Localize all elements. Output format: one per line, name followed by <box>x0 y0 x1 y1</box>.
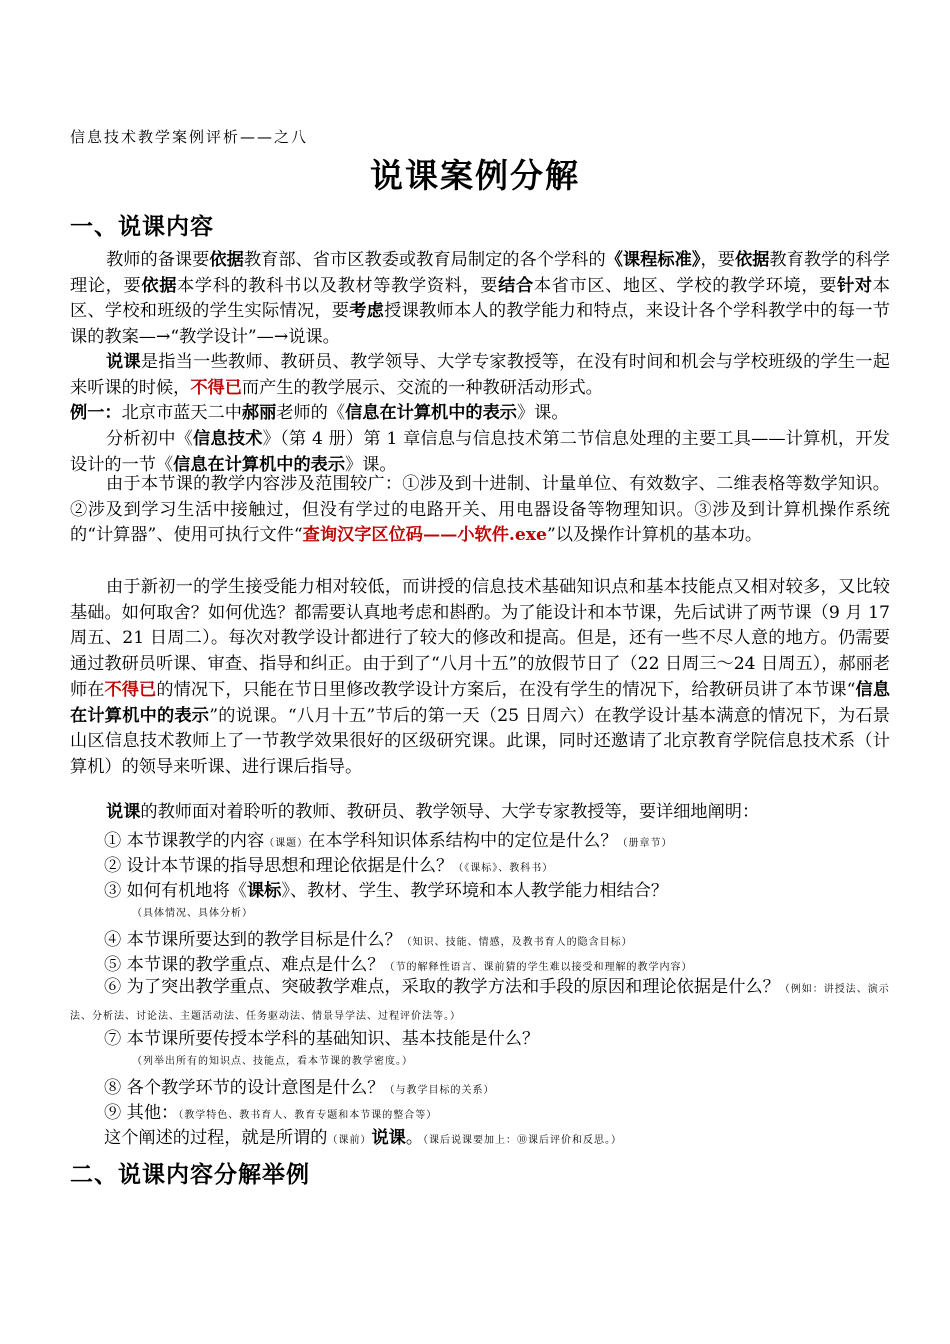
section2-heading: 二、说课内容分解举例 <box>70 1161 310 1188</box>
paragraph-4: 由于本节课的教学内容涉及范围较广：①涉及到十进制、计量单位、有效数字、二维表格等数学知识。②涉及到学习生活中接触过，但没有学过的电路开关、用电器设备等物理知识。③涉及到计算机操作系统的“计算器”、使用可执行文件“查询汉字区位码——小软件.exe”以及操作计算机的基本功。 <box>70 474 890 546</box>
example-line: 例一：北京市蓝天二中郝丽老师的《信息在计算机中的表示》课。 <box>70 403 569 423</box>
question-3-note: （具体情况、具体分析） <box>132 908 253 919</box>
closing-line: 这个阐述的过程，就是所谓的（课前）说课。（课后说课要加上：⑩课后评价和反思。） <box>104 1128 623 1148</box>
question-3: ③ 如何有机地将《课标》、教材、学生、教学环境和本人教学能力相结合？ <box>104 881 669 901</box>
paragraph-3: 分析初中《信息技术》（第 4 册）第 1 章信息与信息技术第二节信息处理的主要工具——计算机，开发设计的一节《信息在计算机中的表示》课。 <box>70 429 890 475</box>
question-1: ① 本节课教学的内容（课题）在本学科知识体系结构中的定位是什么？（册章节） <box>104 831 673 851</box>
paragraph-2: 说课是指当一些教师、教研员、教学领导、大学专家教授等，在没有时间和机会与学校班级的学生一起来听课的时候，不得已而产生的教学展示、交流的一种教研活动形式。 <box>70 352 890 398</box>
paragraph-5: 由于新初一的学生接受能力相对较低，而讲授的信息技术基础知识点和基本技能点又相对较多，又比较基础。如何取舍？如何优选？都需要认真地考虑和斟酌。为了能设计和本节课，先后试讲了两节课（9 月 17 周五、21 日周二）。每次对教学设计都进行了较大的修改和提高。但是，还有一些不尽人意的地方。仍需要通过教研员听课、审查、指导和纠正。由于到了“八月十五”的放假节日了（22 日周三～24 日周五），郝丽老师在不得已的情况下，只能在节日里修改教学设计方案后，在没有学生的情况下，给教研员讲了本节课“信息在计算机中的表示”的说课。“八月十五”节后的第一天（25 日周六）在教学设计基本满意的情况下，为石景山区信息技术教师上了一节教学效果很好的区级研究课。此课，同时还邀请了北京教育学院信息技术系（计算机）的领导来听课、进行课后指导。 <box>70 577 890 777</box>
question-8: ⑧ 各个教学环节的设计意图是什么？（与教学目标的关系） <box>104 1078 495 1098</box>
series-header: 信息技术教学案例评析——之八 <box>70 128 309 146</box>
question-5: ⑤ 本节课的教学重点、难点是什么？（节的解释性语言、课前猜的学生难以接受和理解的教学内容） <box>104 955 693 975</box>
paragraph-6: 说课的教师面对着聆听的教师、教研员、教学领导、大学专家教授等，要详细地阐明： <box>106 802 760 822</box>
section1-heading: 一、说课内容 <box>70 213 214 240</box>
question-9: ⑨ 其他：（教学特色、教书育人、教育专题和本节课的整合等） <box>104 1103 438 1123</box>
question-2: ② 设计本节课的指导思想和理论依据是什么？（《课标》、教科书） <box>104 856 554 876</box>
question-7: ⑦ 本节课所要传授本学科的基础知识、基本技能是什么？ <box>104 1029 540 1049</box>
paragraph-1: 教师的备课要依据教育部、省市区教委或教育局制定的各个学科的《课程标准》，要依据教育教学的科学理论，要依据本学科的教科书以及教材等教学资料，要结合本省市区、地区、学校的教学环境，要针对本区、学校和班级的学生实际情况，要考虑授课教师本人的教学能力和特点，来设计各个学科教学中的每一节课的教案—→“教学设计”—→说课。 <box>70 250 890 348</box>
question-4: ④ 本节课所要达到的教学目标是什么？（知识、技能、情感，及教书育人的隐含目标） <box>104 930 633 950</box>
page-title: 说课案例分解 <box>370 156 580 195</box>
question-7-note: （列举出所有的知识点、技能点，看本节课的教学密度。） <box>132 1056 413 1067</box>
question-6: ⑥ 为了突出教学重点、突破教学难点，采取的教学方法和手段的原因和理论依据是什么？（例如：讲授法、演示法、分析法、讨论法、主题活动法、任务驱动法、情景导学法、过程评价法等。） <box>70 977 890 1022</box>
